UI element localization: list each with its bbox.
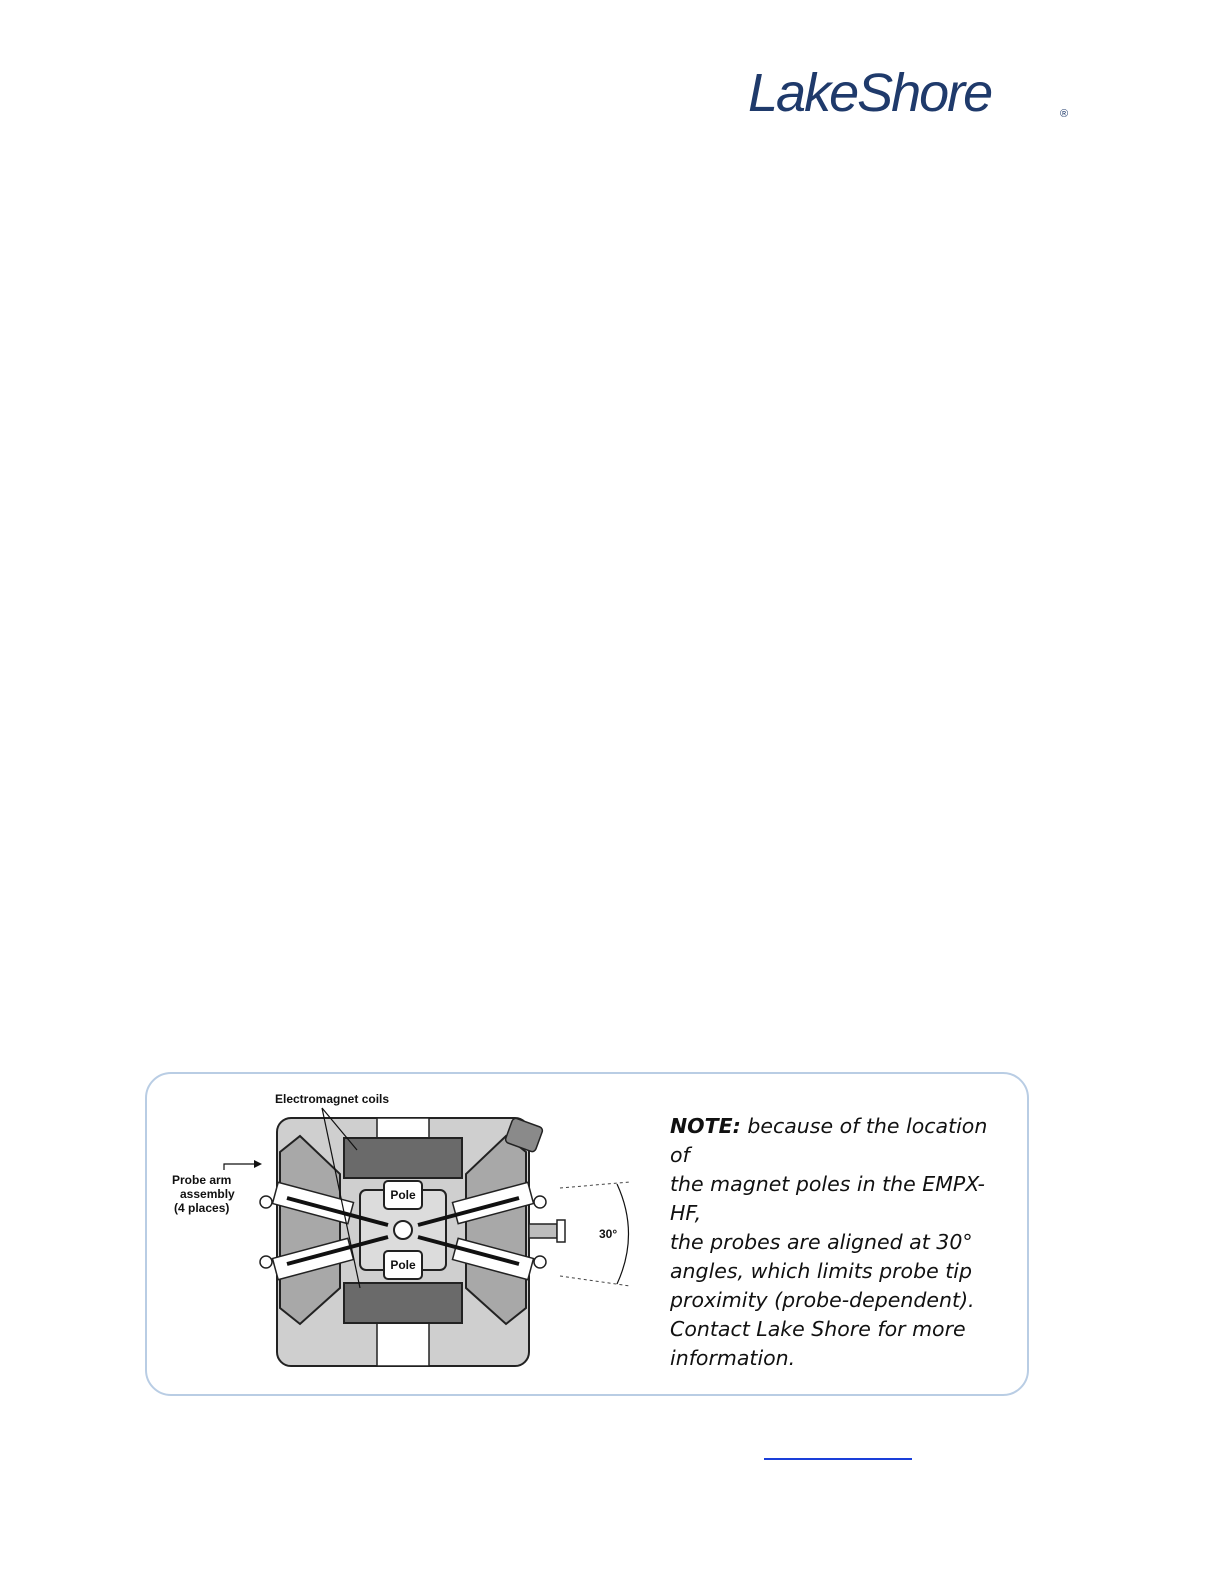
knob-upper-left [260, 1196, 272, 1208]
note-line-4: angles, which limits probe tip [670, 1259, 972, 1283]
probe-station-diagram [162, 1088, 642, 1376]
note-line-2: the magnet poles in the EMPX-HF, [670, 1172, 985, 1225]
angle-label: 30° [599, 1227, 618, 1241]
registered-mark: ® [1060, 108, 1069, 120]
side-port [529, 1224, 557, 1238]
probe-arm-housing-right [466, 1136, 526, 1324]
coil-bottom [344, 1283, 462, 1323]
note-line-1: because of the location of [670, 1114, 988, 1167]
note-text [670, 1112, 1010, 1373]
footer-link[interactable] [764, 1440, 912, 1460]
angle-arc [617, 1184, 629, 1284]
angle-ray-top [560, 1182, 630, 1188]
note-line-6: Contact Lake Shore for more [670, 1317, 966, 1341]
coil-top [344, 1138, 462, 1178]
note-line-3: the probes are aligned at 30° [670, 1230, 973, 1254]
coils-label: Electromagnet coils [275, 1092, 390, 1106]
probe-arm-label-1: Probe arm [172, 1173, 232, 1187]
probe-arm-arrowhead [254, 1160, 262, 1168]
pole-bottom-label: Pole [390, 1258, 416, 1272]
side-port-cap [557, 1220, 565, 1242]
knob-upper-right [534, 1196, 546, 1208]
note-heading: NOTE: [670, 1114, 741, 1138]
pole-top-label: Pole [390, 1188, 416, 1202]
probe-arm-label-2: assembly [180, 1187, 235, 1201]
knob-lower-left [260, 1256, 272, 1268]
note-line-7: information. [670, 1346, 796, 1370]
probe-arm-housing-left [280, 1136, 340, 1324]
sample-stage [394, 1221, 412, 1239]
knob-lower-right [534, 1256, 546, 1268]
note-line-5: proximity (probe-dependent). [670, 1288, 975, 1312]
probe-arm-label-3: (4 places) [174, 1201, 230, 1215]
lakeshore-logo: LakeShore [748, 63, 992, 123]
probe-arm-arrow [224, 1164, 254, 1170]
